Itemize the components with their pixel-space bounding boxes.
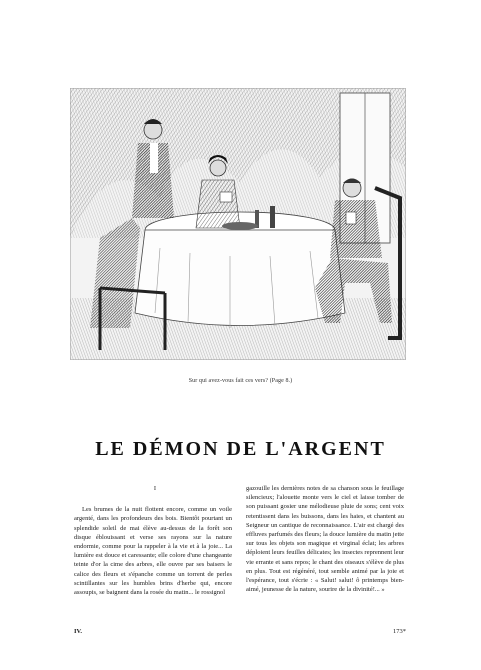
left-column-text: Les brumes de la nuit flottent encore, comme un voile argenté, dans les profondeurs des bois. Bientôt pourtant un splendide soleil de mai élève au-dessus de la forêt son disque éblouissant et verse ses rayons sur la nature endormie, comme pour la rappeler à la vie et à la joie... La lumière est douce et caressante; elle colore d'une changeante teinte d'or la cime des arbres, elle ouvre par ses baisers le calice des fleurs et s'épanche comme un torrent de perles scintillantes sur les humbles brins d'herbe qui, encore assoupis, se baignent dans la rosée du matin... le rossignol — [74, 506, 232, 597]
left-column — [74, 484, 232, 597]
volume-number: IV. — [74, 628, 83, 635]
illustration-caption: Sur qui avez-vous fait ces vers? (Page 8.) — [188, 378, 293, 384]
engraving-illustration — [70, 88, 406, 360]
right-column-text: gazouille les dernières notes de sa chanson sous le feuillage silencieux; l'alouette monte vers le ciel et laisse tomber de son puissant gosier une mélodieuse pluie de sons; cent voix retentissent dans les buissons, dans les haies, et chantent au Seigneur un cantique de reconnaissance. L'air est chargé des effluves parfumés des fleurs; la douce lumière du matin jette sur tous les objets son magique et virginal éclat; les arbres déploient leurs feuilles délicates; les insectes reprennent leur vie errante et sans repos; le chant des oiseaux s'élève de plus en plus. Tout est régénéré, tout semble animé par la joie et l'espérance, tout s'écrie : « Salut! salut! ô printemps bien-aimé, jeunesse de la nature, sourire de la divinité!... » — [246, 485, 404, 594]
section-number: I — [153, 485, 157, 492]
page-number: 173* — [393, 628, 406, 635]
text-columns — [74, 484, 406, 614]
right-column — [246, 484, 404, 594]
chapter-title: LE DÉMON DE L'ARGENT — [95, 438, 386, 460]
